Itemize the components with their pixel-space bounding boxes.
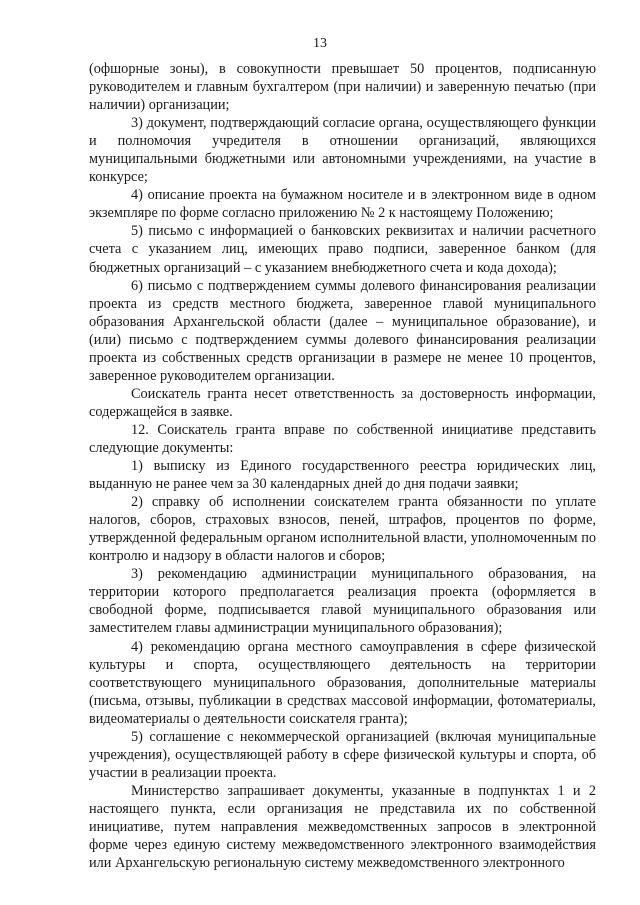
paragraph-13: Министерство запрашивает документы, указанные в подпунктах 1 и 2 настоящего пункта, если организация не представила их по собственной инициативе, путем направления межведомственных запросов в электронной форме через единую систему межведомственного электронного взаимодействия или Архангельскую региональную систему межведомственного электронного bbox=[89, 782, 596, 872]
page-number: 13 bbox=[313, 36, 327, 51]
paragraph-1: (офшорные зоны), в совокупности превышает 50 процентов, подписанную руководителем и главным бухгалтером (при наличии) и заверенную печатью (при наличии) организации; bbox=[89, 61, 596, 114]
paragraph-6: Соискатель гранта несет ответственность за достоверность информации, содержащейся в заявке. bbox=[89, 385, 596, 420]
paragraph-4: 5) письмо с информацией о банковских реквизитах и наличии расчетного счета с указанием лиц, имеющих право подписи, заверенное банком (для бюджетных организаций – с указанием внебюджетного счета и кода дохода); bbox=[89, 223, 596, 276]
paragraph-9: 2) справку об исполнении соискателем гранта обязанности по уплате налогов, сборов, страховых взносов, пеней, штрафов, процентов по форме, утвержденной федеральным органом исполнительной власти, уполномоченным по контролю и надзору в области налогов и сборов; bbox=[89, 494, 596, 565]
paragraph-5: 6) письмо с подтверждением суммы долевого финансирования реализации проекта из средств местного бюджета, заверенное главой муниципального образования Архангельской области (далее – муниципальное образование), и (или) письмо с подтверждением суммы долевого финансирования реализации проекта из собственных средств организации в размере не менее 10 процентов, заверенное руководителем организации. bbox=[89, 277, 596, 384]
paragraph-8: 1) выписку из Единого государственного реестра юридических лиц, выданную не ранее чем за 30 календарных дней до дня подачи заявки; bbox=[89, 458, 596, 493]
document-body bbox=[89, 60, 596, 872]
paragraph-10: 3) рекомендацию администрации муниципального образования, на территории которого предполагается реализация проекта (оформляется в свободной форме, подписывается главой муниципального образования или заместителем главы администрации муниципального образования); bbox=[89, 566, 596, 637]
paragraph-2: 3) документ, подтверждающий согласие органа, осуществляющего функции и полномочия учредителя в отношении организаций, являющихся муниципальными бюджетными или автономными учреждениями, на участие в конкурсе; bbox=[89, 115, 596, 186]
paragraph-3: 4) описание проекта на бумажном носителе и в электронном виде в одном экземпляре по форме согласно приложению № 2 к настоящему Положению; bbox=[89, 187, 596, 222]
paragraph-7: 12. Соискатель гранта вправе по собственной инициативе представить следующие документы: bbox=[89, 421, 596, 456]
paragraph-11: 4) рекомендацию органа местного самоуправления в сфере физической культуры и спорта, осуществляющего деятельность на территории соответствующего муниципального образования, дополнительные материалы (письма, отзывы, публикации в средствах массовой информации, фотоматериалы, видеоматериалы о деятельности соискателя гранта); bbox=[89, 638, 596, 727]
paragraph-12: 5) соглашение с некоммерческой организацией (включая муниципальные учреждения), осуществляющей работу в сфере физической культуры и спорта, об участии в реализации проекта. bbox=[89, 728, 596, 781]
